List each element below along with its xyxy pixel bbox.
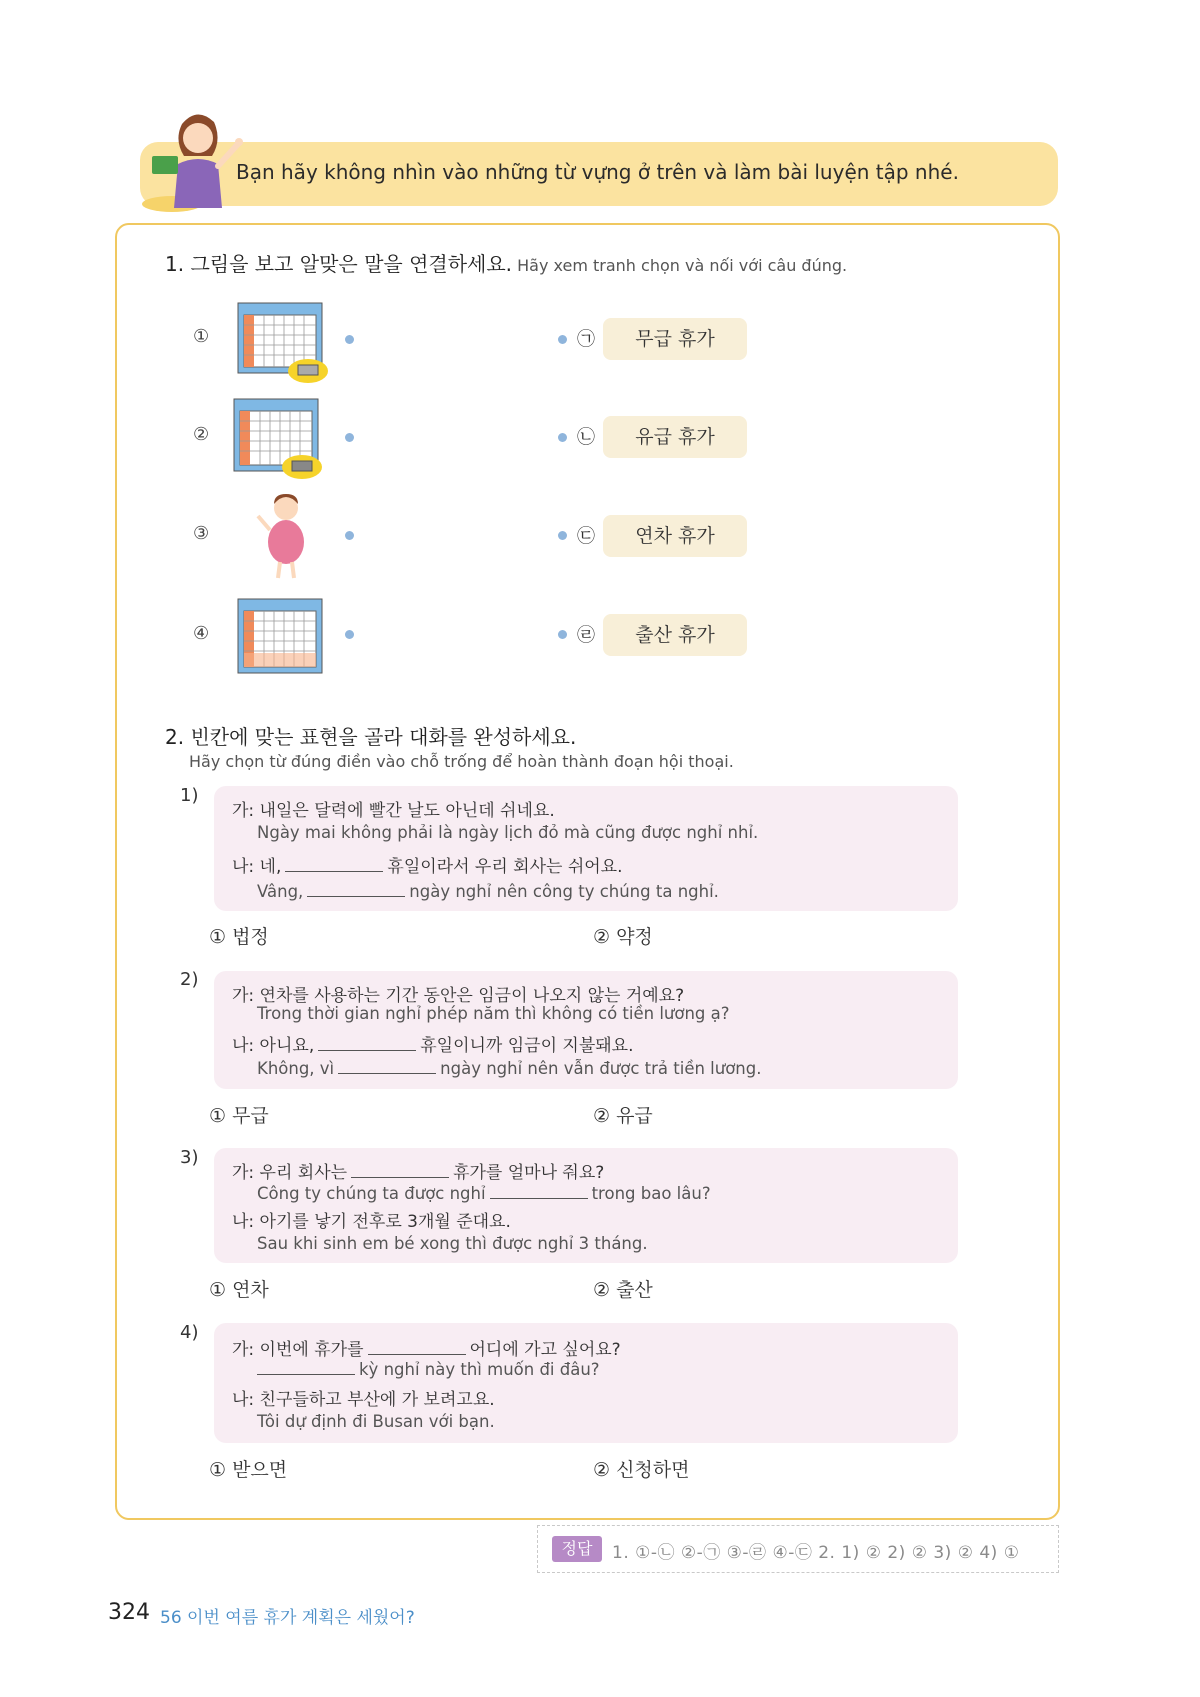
calendar-unpaid-image [230,295,330,385]
option-1[interactable]: ① 법정 [209,926,269,948]
q1-heading [165,248,847,277]
calendar-paid-image [230,393,330,483]
connect-dot-left[interactable] [345,335,354,344]
dialogue-translation: Không, vì ngày nghỉ nên vẫn được trả tiền lương. [257,1059,762,1078]
item-number: 1) [180,785,199,806]
dialogue-line: 나: 친구들하고 부산에 가 보려고요. [232,1390,495,1410]
connect-dot-left[interactable] [345,433,354,442]
answer-blank[interactable] [318,1034,416,1051]
dialogue-line: 나: 아니요, 휴일이니까 임금이 지불돼요. [232,1036,634,1056]
q1-right-letter: ㉠ [577,329,595,350]
pregnant-woman-image [240,490,340,580]
dialogue-translation: Ngày mai không phải là ngày lịch đỏ mà cũng được nghỉ nhỉ. [257,823,759,842]
option-2[interactable]: ② 유급 [593,1105,653,1127]
item-number: 3) [180,1147,199,1168]
teacher-illustration [142,104,252,214]
option-2[interactable]: ② 출산 [593,1279,653,1301]
connect-dot-right[interactable] [558,630,567,639]
dialogue-line: 가: 우리 회사는 휴가를 얼마나 줘요? [232,1163,605,1183]
connect-dot-right[interactable] [558,335,567,344]
dialogue-translation: kỳ nghỉ này thì muốn đi đâu? [253,1358,600,1379]
dialogue-line: 가: 이번에 휴가를 어디에 가고 싶어요? [232,1340,621,1360]
dialogue-line: 가: 내일은 달력에 빨간 날도 아닌데 쉬네요. [232,801,555,821]
answer-blank[interactable] [338,1057,436,1074]
answer-blank[interactable] [257,1358,355,1375]
q1-word-box: 유급 휴가 [603,416,747,458]
dialogue-line: 가: 연차를 사용하는 기간 동안은 임금이 나오지 않는 거예요? [232,986,685,1006]
q1-right-letter: ㉡ [577,427,595,448]
q1-left-number: ① [193,326,210,347]
q1-left-number: ② [193,424,210,445]
dialogue-translation: Tôi dự định đi Busan với bạn. [257,1412,495,1431]
page-number: 324 [108,1600,150,1625]
connect-dot-left[interactable] [345,630,354,639]
dialogue-translation: Sau khi sinh em bé xong thì được nghỉ 3 tháng. [257,1234,648,1253]
item-number: 2) [180,969,199,990]
banner-text: Bạn hãy không nhìn vào những từ vựng ở trên và làm bài luyện tập nhé. [236,160,959,184]
q1-word-box: 출산 휴가 [603,614,747,656]
q1-right-letter: ㉣ [577,625,595,646]
dialogue-line: 나: 네, 휴일이라서 우리 회사는 쉬어요. [232,857,623,877]
option-1[interactable]: ① 받으면 [209,1459,288,1481]
q1-word-box: 연차 휴가 [603,515,747,557]
option-1[interactable]: ① 연차 [209,1279,269,1301]
connect-dot-left[interactable] [345,531,354,540]
answer-blank[interactable] [490,1182,588,1199]
q1-word-box: 무급 휴가 [603,318,747,360]
answer-label: 정답 [552,1536,602,1562]
dialogue-line: 나: 아기를 낳기 전후로 3개월 준대요. [232,1212,511,1232]
q1-title: 1. 그림을 보고 알맞은 말을 연결하세요. [165,252,513,276]
q2-title: 2. 빈칸에 맞는 표현을 골라 대화를 완성하세요. [165,725,577,749]
answer-key-text: 1. ①-㉡ ②-㉠ ③-㉣ ④-㉢ 2. 1) ② 2) ② 3) ② 4) ① [612,1543,1020,1563]
option-1[interactable]: ① 무급 [209,1105,269,1127]
item-number: 4) [180,1322,199,1343]
answer-blank[interactable] [368,1338,466,1355]
dialogue-translation: Vâng, ngày nghỉ nên công ty chúng ta nghỉ. [257,882,719,901]
connect-dot-right[interactable] [558,531,567,540]
option-2[interactable]: ② 약정 [593,926,653,948]
calendar-annual-image [230,593,330,683]
dialogue-translation: Trong thời gian nghỉ phép năm thì không có tiền lương ạ? [257,1004,730,1023]
chapter-title: 56 이번 여름 휴가 계획은 세웠어? [160,1608,415,1628]
q1-left-number: ③ [193,523,210,544]
q2-subtitle: Hãy chọn từ đúng điền vào chỗ trống để hoàn thành đoạn hội thoại. [189,752,734,771]
answer-blank[interactable] [285,855,383,872]
answer-blank[interactable] [307,880,405,897]
dialogue-translation: Công ty chúng ta được nghỉ trong bao lâu? [257,1184,711,1203]
answer-blank[interactable] [351,1161,449,1178]
connect-dot-right[interactable] [558,433,567,442]
q1-left-number: ④ [193,623,210,644]
option-2[interactable]: ② 신청하면 [593,1459,690,1481]
q1-subtitle: Hãy xem tranh chọn và nối với câu đúng. [517,256,848,275]
q1-right-letter: ㉢ [577,526,595,547]
